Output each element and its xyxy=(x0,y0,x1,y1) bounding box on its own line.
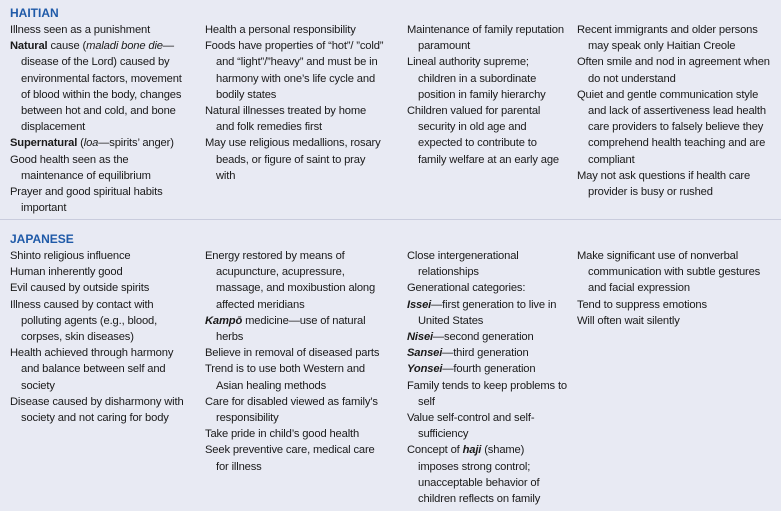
term: Natural xyxy=(10,40,48,53)
term: haji xyxy=(462,444,482,457)
term: Supernatural xyxy=(10,137,78,150)
column-family-relationships xyxy=(407,22,567,168)
table-entry xyxy=(407,345,567,361)
table-entry xyxy=(407,442,567,507)
entry-text: ( xyxy=(77,137,84,150)
table-entry: Trend is to use both Western and Asian healing methods xyxy=(205,363,365,392)
entry-text: (shame) imposes strong control; unacceptable behavior of children reflects on family xyxy=(418,444,541,506)
table-entry: Recent immigrants and older persons may speak only Haitian Creole xyxy=(577,24,758,53)
entry-text: —disease of the Lord) caused by environmental factors, movement of blood within the body, changes between hot and cold, and bone displacement xyxy=(21,40,182,134)
table-entry: Lineal authority supreme; children in a subordinate position in family hierarchy xyxy=(407,56,546,101)
column-health-practices xyxy=(205,22,385,184)
column-communication xyxy=(577,22,775,200)
table-entry: Health a personal responsibility xyxy=(205,24,356,36)
term: Sansei xyxy=(407,347,443,360)
table-entry: Care for disabled viewed as family’s responsibility xyxy=(205,395,378,425)
table-entry: Evil caused by outside spirits xyxy=(10,282,150,295)
column-health-beliefs xyxy=(10,248,190,426)
table-entry: Family tends to keep problems to self xyxy=(407,379,567,408)
table-entry: Children valued for parental security in old age and expected to contribute to family welfare at an early age xyxy=(407,105,560,166)
table-entry: Prayer and good spiritual habits important xyxy=(10,186,163,215)
table-entry: Value self-control and self-sufficiency xyxy=(407,412,535,441)
section-haitian xyxy=(0,5,781,215)
table-entry: Shinto religious influence xyxy=(10,250,131,262)
table-entry xyxy=(407,361,567,377)
section-title: HAITIAN xyxy=(10,6,59,20)
section-japanese xyxy=(0,231,781,509)
section-divider xyxy=(0,219,781,220)
table-entry: Energy restored by means of acupuncture, acupressure, massage, and moxibustion along affected meridians xyxy=(205,250,376,311)
term: Issei xyxy=(407,298,432,311)
table-entry: Disease caused by disharmony with society and not caring for body xyxy=(10,395,184,425)
section-title: JAPANESE xyxy=(10,232,74,246)
table-entry: Natural illnesses treated by home and folk remedies first xyxy=(205,105,367,134)
table-entry xyxy=(10,38,190,135)
term: maladi bone die xyxy=(86,40,163,53)
table-entry: Maintenance of family reputation paramount xyxy=(407,24,564,53)
table-entry: Quiet and gentle communication style and lack of assertiveness lead health care providers to falsely believe they comprehend health teaching and are compliant xyxy=(577,88,766,166)
table-entry: Tend to suppress emotions xyxy=(577,298,707,311)
table-entry: Illness caused by contact with polluting agents (e.g., blood, corpses, skin diseases) xyxy=(10,298,158,344)
table-entry: Make significant use of nonverbal communication with subtle gestures and facial expression xyxy=(577,250,761,295)
table-entry xyxy=(10,135,190,151)
entry-text: —third generation xyxy=(442,347,529,360)
column-communication xyxy=(577,248,775,329)
column-family-relationships xyxy=(407,248,567,507)
term: Kampō xyxy=(205,314,243,327)
table-entry: Often smile and nod in agreement when do not understand xyxy=(577,56,770,85)
entry-text: cause ( xyxy=(47,40,87,53)
table-entry: Will often wait silently xyxy=(577,314,680,327)
entry-text: Concept of xyxy=(407,444,463,457)
table-entry: Illness seen as a punishment xyxy=(10,24,151,36)
table-entry: Seek preventive care, medical care for illness xyxy=(205,444,375,473)
table-entry: Close intergenerational relationships xyxy=(407,250,519,279)
table-entry: Good health seen as the maintenance of equilibrium xyxy=(10,153,151,182)
table-entry: May use religious medallions, rosary beads, or figure of saint to pray with xyxy=(205,137,381,182)
table-entry: Health achieved through harmony and balance between self and society xyxy=(10,347,174,392)
table-entry xyxy=(205,313,385,345)
entry-text: —second generation xyxy=(433,331,534,344)
table-entry: Foods have properties of “hot”/ ”cold” and “light”/”heavy” and must be in harmony with one’s life cycle and bodily states xyxy=(205,40,384,101)
table-entry: Human inherently good xyxy=(10,266,123,279)
table-entry xyxy=(407,329,567,345)
table-entry: Generational categories: xyxy=(407,282,526,295)
column-health-beliefs xyxy=(10,22,190,216)
entry-text: —first generation to live in United States xyxy=(418,298,557,327)
term: Yonsei xyxy=(407,363,443,376)
table-entry: Believe in removal of diseased parts xyxy=(205,347,380,360)
term: loa xyxy=(83,137,99,150)
table-entry xyxy=(407,297,567,329)
entry-text: —fourth generation xyxy=(442,363,536,376)
column-health-practices xyxy=(205,248,385,475)
entry-text: medicine—use of natural herbs xyxy=(216,314,366,344)
entry-text: —spirits’ anger) xyxy=(98,137,174,150)
table-entry: May not ask questions if health care provider is busy or rushed xyxy=(577,169,751,199)
term: Nisei xyxy=(407,331,433,344)
table-entry: Take pride in child’s good health xyxy=(205,428,360,441)
